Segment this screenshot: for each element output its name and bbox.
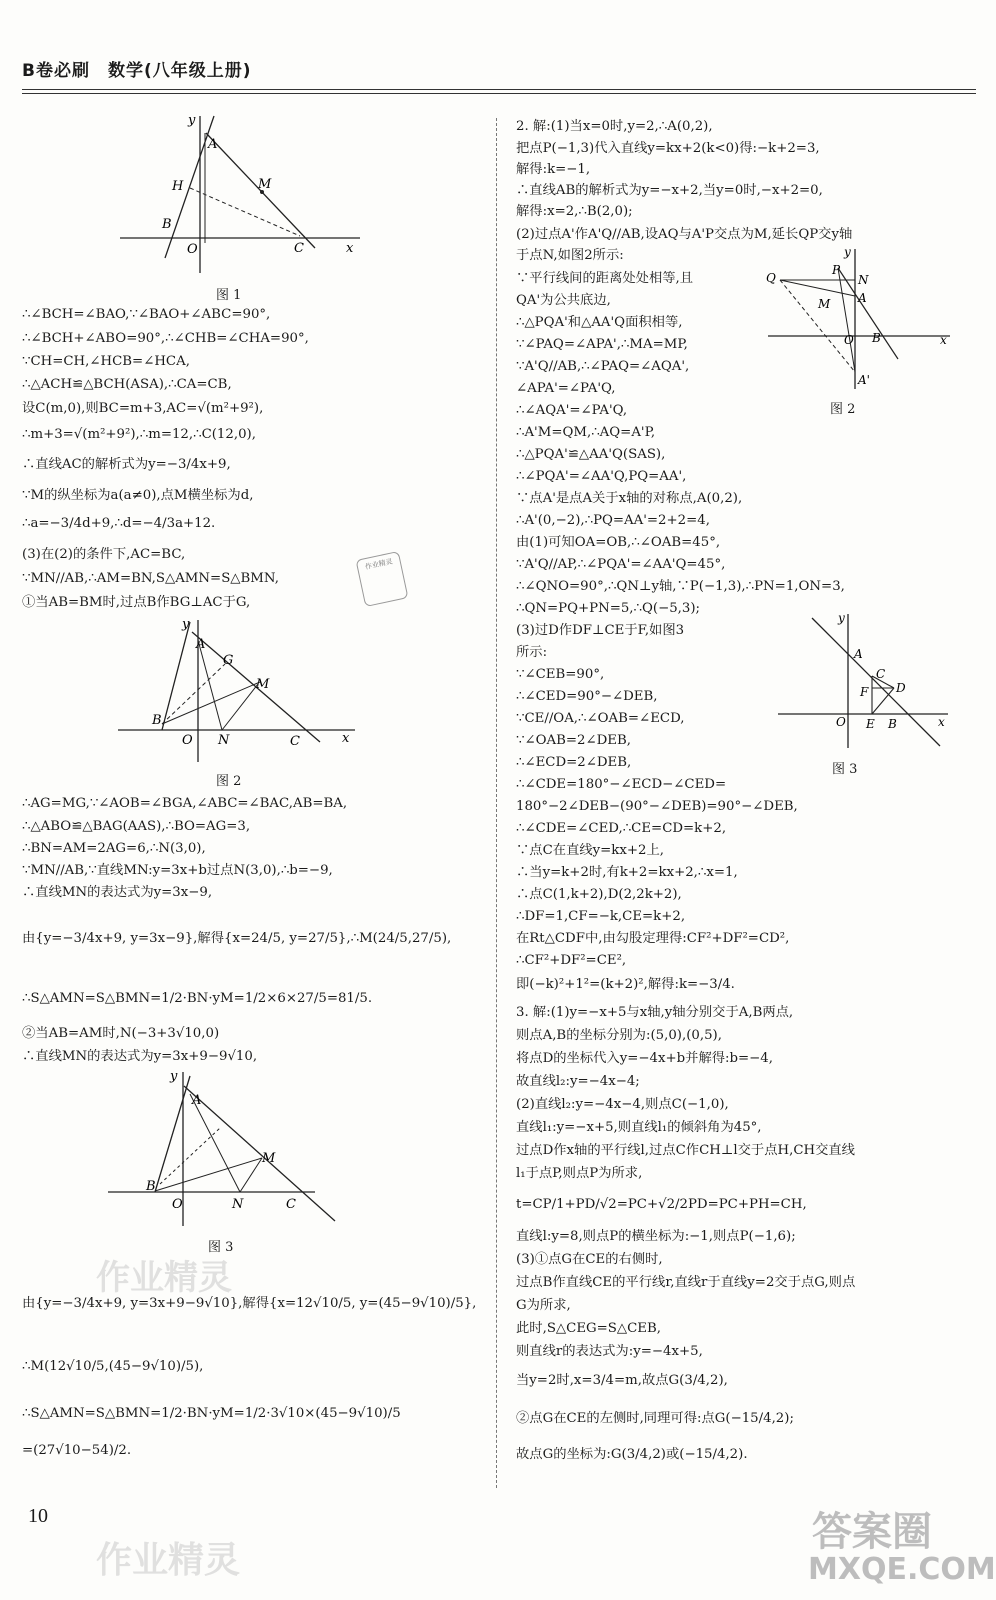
text-line: 此时,S△CEG=S△CEB,: [516, 1321, 662, 1336]
text-line: ②当AB=AM时,N(−3+3√10,0): [22, 1026, 220, 1041]
svg-text:A: A: [208, 137, 218, 152]
text-line: 过点D作x轴的平行线l,过点C作CH⊥l交于点H,CH交直线: [516, 1143, 855, 1158]
svg-text:A': A': [858, 373, 870, 387]
svg-text:C: C: [286, 1197, 296, 1212]
svg-text:N: N: [218, 733, 230, 748]
left-figure-3: [100, 1066, 345, 1228]
svg-text:A: A: [854, 647, 863, 661]
svg-text:A: A: [196, 637, 206, 652]
page-header-title: B卷必刷 数学(八年级上册): [22, 61, 252, 81]
text-line: =(27√10−54)/2.: [22, 1443, 132, 1458]
text-line: 解得:k=−1,: [516, 162, 591, 177]
text-line: 由(1)可知OA=OB,∴∠OAB=45°,: [516, 535, 721, 550]
text-line: ∴点C(1,k+2),D(2,2k+2),: [516, 887, 682, 902]
text-line: ∴m+3=√(m²+9²),∴m=12,∴C(12,0),: [22, 427, 256, 442]
text-line: ∴QN=PQ+PN=5,∴Q(−5,3);: [516, 601, 701, 616]
text-line: ∴△PQA'和△AA'Q面积相等,: [516, 315, 683, 330]
text-line: 解得:x=2,∴B(2,0);: [516, 204, 633, 219]
text-line: ∴△ACH≌△BCH(ASA),∴CA=CB,: [22, 377, 232, 392]
column-divider: [496, 118, 497, 1488]
text-line: ∵A'Q//AB,∴∠PAQ=∠AQA',: [516, 359, 690, 374]
text-line: 把点P(−1,3)代入直线y=kx+2(k<0)得:−k+2=3,: [516, 141, 820, 156]
text-line: ∵∠PAQ=∠APA',∴MA=MP,: [516, 337, 688, 352]
text-line: ∵MN//AB,∵直线MN:y=3x+b过点N(3,0),∴b=−9,: [22, 863, 333, 878]
svg-text:Q: Q: [766, 271, 776, 285]
text-line: ∴AG=MG,∵∠AOB=∠BGA,∠ABC=∠BAC,AB=BA,: [22, 796, 348, 811]
text-line: (2)直线l₂:y=−4x−4,则点C(−1,0),: [516, 1097, 729, 1112]
text-line: 所示:: [516, 645, 548, 660]
text-line: ∴BN=AM=2AG=6,∴N(3,0),: [22, 841, 206, 856]
text-line: ∵CH=CH,∠HCB=∠HCA,: [22, 354, 190, 369]
watermark: 作业精灵: [96, 1540, 241, 1581]
svg-text:P: P: [832, 263, 841, 277]
text-line: ∴a=−3/4d+9,∴d=−4/3a+12.: [22, 516, 216, 531]
text-line: ∴当y=k+2时,有k+2=kx+2,∴x=1,: [516, 865, 738, 880]
left-figure-3-caption: 图 3: [208, 1240, 234, 1255]
svg-text:C: C: [294, 241, 304, 256]
svg-text:N: N: [232, 1197, 244, 1212]
text-line: ∵∠OAB=2∠DEB,: [516, 733, 631, 748]
text-line: (3)过D作DF⊥CE于F,如图3: [516, 623, 685, 638]
svg-text:O: O: [844, 333, 854, 347]
svg-text:M: M: [256, 677, 270, 692]
text-line: ①当AB=BM时,过点B作BG⊥AC于G,: [22, 595, 251, 610]
svg-text:M: M: [258, 177, 272, 192]
svg-text:A: A: [858, 291, 867, 305]
text-line: ∴直线AC的解析式为y=−3/4x+9,: [22, 457, 231, 472]
text-line: t=CP/1+PD/√2=PC+√2/2PD=PC+PH=CH,: [516, 1197, 807, 1212]
text-line: 直线l₁:y=−x+5,则直线l₁的倾斜角为45°,: [516, 1120, 762, 1135]
left-figure-1: [110, 108, 370, 278]
watermark-logo: 答案圈: [812, 1509, 932, 1555]
text-line: ∴∠PQA'=∠AA'Q,PQ=AA',: [516, 469, 687, 484]
svg-text:E: E: [866, 717, 875, 731]
text-line: 故点G的坐标为:G(3/4,2)或(−15/4,2).: [516, 1447, 748, 1462]
text-line: ∴△ABO≌△BAG(AAS),∴BO=AG=3,: [22, 819, 251, 834]
text-line: ∴直线MN的表达式为y=3x−9,: [22, 885, 213, 900]
left-figure-2-caption: 图 2: [216, 774, 242, 789]
left-figure-2: [110, 612, 360, 767]
text-line: ∠APA'=∠PA'Q,: [516, 381, 616, 396]
text-line: ∴直线MN的表达式为y=3x+9−9√10,: [22, 1049, 258, 1064]
svg-text:B: B: [152, 713, 162, 728]
text-line: (2)过点A'作A'Q//AB,设AQ与A'P交点为M,延长QP交y轴: [516, 227, 853, 242]
text-line: 则直线r的表达式为:y=−4x+5,: [516, 1344, 703, 1359]
text-line: ∴S△AMN=S△BMN=1/2·BN·yM=1/2×6×27/5=81/5.: [22, 991, 373, 1006]
text-line: ∴M(12√10/5,(45−9√10)/5),: [22, 1359, 204, 1374]
text-line: QA'为公共底边,: [516, 293, 611, 308]
text-line: ∵A'Q//AP,∴∠PQA'=∠AA'Q=45°,: [516, 557, 726, 572]
svg-text:x: x: [938, 715, 945, 729]
text-line: G为所求,: [516, 1298, 571, 1313]
text-line: ∵点C在直线y=kx+2上,: [516, 843, 664, 858]
svg-text:B: B: [146, 1179, 156, 1194]
text-line: ∵点A'是点A关于x轴的对称点,A(0,2),: [516, 491, 743, 506]
svg-text:O: O: [182, 733, 193, 748]
text-line: ∴∠CDE=180°−∠ECD−∠CED=: [516, 777, 727, 792]
text-line: ∴△PQA'≌△AA'Q(SAS),: [516, 447, 666, 462]
svg-text:B: B: [888, 717, 897, 731]
svg-text:B: B: [162, 217, 172, 232]
watermark: 作业精灵: [96, 1258, 232, 1298]
svg-text:A: A: [192, 1093, 202, 1108]
text-line: ∴∠BCH=∠BAO,∵∠BAO+∠ABC=90°,: [22, 307, 271, 322]
svg-text:B: B: [872, 331, 881, 345]
text-line: 将点D的坐标代入y=−4x+b并解得:b=−4,: [516, 1051, 773, 1066]
svg-text:H: H: [172, 179, 184, 194]
text-line: ∴直线AB的解析式为y=−x+2,当y=0时,−x+2=0,: [516, 183, 823, 198]
stamp-mark: 作业精灵: [355, 551, 408, 607]
text-line: ∴∠AQA'=∠PA'Q,: [516, 403, 628, 418]
text-line: ∵MN//AB,∴AM=BN,S△AMN=S△BMN,: [22, 571, 279, 586]
right-figure-3: [770, 608, 950, 758]
text-line: ∴DF=1,CF=−k,CE=k+2,: [516, 909, 686, 924]
text-line: 2. 解:(1)当x=0时,y=2,∴A(0,2),: [516, 119, 713, 134]
svg-text:C: C: [290, 734, 300, 749]
text-line: l₁于点P,则点P为所求,: [516, 1166, 643, 1181]
right-figure-2-caption: 图 2: [830, 402, 856, 417]
text-line: ∴∠ECD=2∠DEB,: [516, 755, 632, 770]
svg-text:x: x: [940, 333, 947, 347]
text-line: 即(−k)²+1²=(k+2)²,解得:k=−3/4.: [516, 977, 735, 992]
text-line: (3)在(2)的条件下,AC=BC,: [22, 547, 186, 562]
text-line: ∵平行线间的距离处处相等,且: [516, 271, 694, 286]
text-line: ∴∠BCH+∠ABO=90°,∴∠CHB=∠CHA=90°,: [22, 331, 309, 346]
svg-text:O: O: [836, 715, 846, 729]
text-line: 当y=2时,x=3/4=m,故点G(3/4,2),: [516, 1373, 728, 1388]
svg-text:y: y: [844, 245, 851, 259]
svg-text:G: G: [223, 653, 234, 668]
header-rule: [22, 89, 976, 90]
text-line: ∵∠CEB=90°,: [516, 667, 605, 682]
svg-text:M: M: [262, 1151, 276, 1166]
text-line: ∴∠QNO=90°,∴QN⊥y轴,∵P(−1,3),∴PN=1,ON=3,: [516, 579, 845, 594]
text-line: 由{y=−3/4x+9, y=3x−9},解得{x=24/5, y=27/5},∴M(24/5,27/5),: [22, 931, 452, 946]
svg-text:y: y: [182, 617, 190, 632]
text-line: ②点G在CE的左侧时,同理可得:点G(−15/4,2);: [516, 1411, 794, 1426]
text-line: 由{y=−3/4x+9, y=3x+9−9√10},解得{x=12√10/5, y=(45−9√10)/5},: [22, 1296, 477, 1311]
text-line: ∴A'(0,−2),∴PQ=AA'=2+2=4,: [516, 513, 710, 528]
text-line: 于点N,如图2所示:: [516, 248, 624, 263]
page-number: 10: [28, 1505, 48, 1527]
svg-text:y: y: [170, 1069, 178, 1084]
text-line: 则点A,B的坐标分别为:(5,0),(0,5),: [516, 1028, 722, 1043]
text-line: ∴S△AMN=S△BMN=1/2·BN·yM=1/2·3√10×(45−9√10)/5: [22, 1406, 401, 1421]
text-line: 过点B作直线CE的平行线r,直线r于直线y=2交于点G,则点: [516, 1275, 856, 1290]
svg-text:M: M: [818, 297, 831, 311]
watermark-url: MXQE.COM: [808, 1552, 996, 1587]
svg-text:x: x: [346, 241, 354, 256]
text-line: ∴∠CDE=∠CED,∴CE=CD=k+2,: [516, 821, 727, 836]
right-figure-3-caption: 图 3: [832, 762, 858, 777]
text-line: ∴∠CED=90°−∠DEB,: [516, 689, 658, 704]
header-rule-thin: [22, 93, 976, 94]
text-line: 180°−2∠DEB−(90°−∠DEB)=90°−∠DEB,: [516, 799, 798, 814]
text-line: ∴CF²+DF²=CE²,: [516, 953, 627, 968]
svg-text:y: y: [838, 611, 845, 625]
svg-text:F: F: [860, 685, 869, 699]
svg-text:x: x: [342, 731, 350, 746]
text-line: ∵CE//OA,∴∠OAB=∠ECD,: [516, 711, 685, 726]
text-line: 在Rt△CDF中,由勾股定理得:CF²+DF²=CD²,: [516, 931, 790, 946]
text-line: 设C(m,0),则BC=m+3,AC=√(m²+9²),: [22, 401, 264, 416]
text-line: 3. 解:(1)y=−x+5与x轴,y轴分别交于A,B两点,: [516, 1005, 794, 1020]
text-line: ∴A'M=QM,∴AQ=A'P,: [516, 425, 656, 440]
left-figure-1-caption: 图 1: [216, 288, 242, 303]
svg-text:N: N: [858, 273, 869, 287]
svg-text:D: D: [896, 681, 906, 695]
text-line: ∵M的纵坐标为a(a≠0),点M横坐标为d,: [22, 488, 254, 503]
text-line: (3)①点G在CE的右侧时,: [516, 1252, 663, 1267]
text-line: 故直线l₂:y=−4x−4;: [516, 1074, 640, 1089]
svg-text:y: y: [188, 113, 196, 128]
text-line: 直线l:y=8,则点P的横坐标为:−1,则点P(−1,6);: [516, 1229, 796, 1244]
right-figure-2: [760, 244, 955, 392]
svg-text:O: O: [172, 1197, 183, 1212]
svg-text:O: O: [187, 242, 198, 257]
svg-text:C: C: [876, 667, 886, 681]
